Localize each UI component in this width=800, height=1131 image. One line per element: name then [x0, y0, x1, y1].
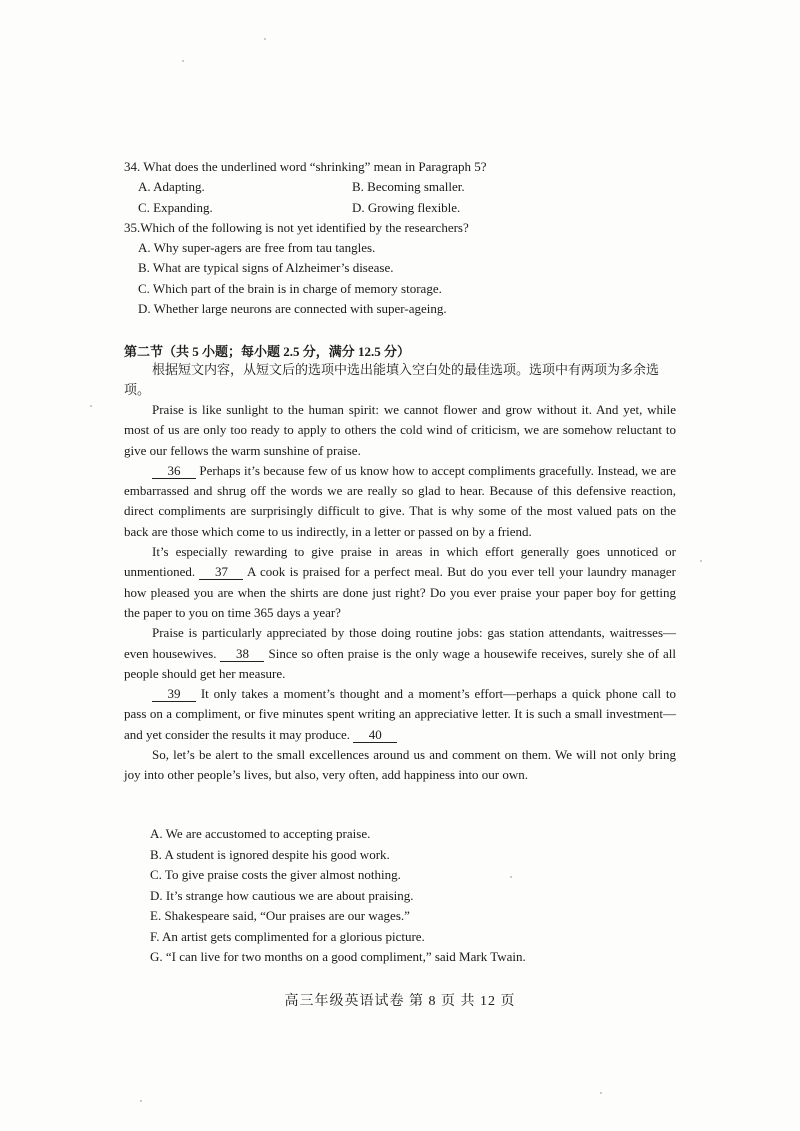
choice-b: B. A student is ignored despite his good work.: [150, 846, 390, 862]
passage-paragraph-5-text: It only takes a moment’s thought and a moment’s effort—perhaps a quick phone call to pass on a compliment, or five minutes spent writing an appreciative letter. It is such a small investment—and yet consider the results it may produce.: [124, 686, 676, 742]
question-35-option-a: A. Why super-agers are free from tau tangles.: [138, 240, 376, 255]
question-35-option-b: B. What are typical signs of Alzheimer’s disease.: [138, 260, 394, 275]
answer-choices: [150, 824, 526, 968]
scan-speck: [264, 38, 266, 40]
scan-speck: [182, 60, 184, 62]
question-34-option-d: D. Growing flexible.: [352, 200, 461, 215]
question-35-option-d: D. Whether large neurons are connected with super-ageing.: [138, 301, 447, 316]
scan-speck: [140, 1100, 142, 1102]
question-35-stem: 35.Which of the following is not yet identified by the researchers?: [124, 220, 469, 235]
blank-40: 40: [353, 728, 397, 743]
question-34-option-c: C. Expanding.: [138, 200, 213, 215]
question-34-option-b: B. Becoming smaller.: [352, 179, 465, 194]
passage-paragraph-2: [124, 461, 676, 542]
choice-d: D. It’s strange how cautious we are about praising.: [150, 887, 414, 903]
choice-c: C. To give praise costs the giver almost nothing.: [150, 867, 401, 882]
scan-speck: [700, 560, 702, 562]
blank-37: 37: [199, 565, 243, 580]
scan-speck: [90, 405, 92, 407]
question-34-option-a: A. Adapting.: [138, 179, 205, 194]
section-2-title: 第二节（共 5 小题；每小题 2.5 分，满分 12.5 分）: [124, 344, 411, 359]
blank-36: 36: [152, 464, 196, 479]
passage-paragraph-3: [124, 542, 676, 623]
question-35-option-c: C. Which part of the brain is in charge of memory storage.: [138, 281, 442, 296]
question-34-stem: 34. What does the underlined word “shrinking” mean in Paragraph 5?: [124, 159, 487, 174]
passage-paragraph-5: [124, 684, 676, 745]
blank-39: 39: [152, 687, 196, 702]
passage-paragraph-1: Praise is like sunlight to the human spirit: we cannot flower and grow without it. And yet, while most of us are only too ready to apply to others the cold wind of criticism, we are somehow reluctant to give our fellows the warm sunshine of praise.: [124, 402, 676, 458]
passage-paragraph-3-text-b: A cook is praised for a perfect meal. But do you ever tell your laundry manager how pleased you are when the shirts are done just right? Do you ever praise your paper boy for getting the paper to you on time 365 days a year?: [124, 564, 676, 620]
passage-paragraph-4: [124, 623, 676, 684]
passage-paragraph-2-text: Perhaps it’s because few of us know how to accept compliments gracefully. Instead, we are embarrassed and shrug off the words we are really so glad to hear. Because of this defensive reaction, direct compliments are surprisingly difficult to give. That is why some of the most valued pats on the back are those which come to us indirectly, in a letter or passed on by a friend.: [124, 462, 676, 539]
passage-paragraph-4-text-b: Since so often praise is the only wage a housewife receives, surely she of all people should get her measure.: [124, 645, 676, 681]
choice-f: F. An artist gets complimented for a glorious picture.: [150, 928, 425, 944]
passage-paragraph-6: So, let’s be alert to the small excellences around us and comment on them. We will not only bring joy into other people’s lives, but also, very often, add happiness into our own.: [124, 747, 676, 783]
choice-a: A. We are accustomed to accepting praise.: [150, 826, 371, 841]
passage-paragraph-3-text-a: It’s especially rewarding to give praise in areas in which effort generally goes unnoticed or unmentioned.: [124, 544, 676, 580]
passage-paragraph-4-text-a: Praise is particularly appreciated by those doing routine jobs: gas station attendants, waitresses—even housewives.: [124, 625, 676, 661]
choice-e: E. Shakespeare said, “Our praises are our wages.”: [150, 908, 410, 923]
blank-38: 38: [220, 647, 264, 662]
scan-speck: [510, 876, 512, 878]
scan-speck: [600, 1092, 602, 1094]
cloze-passage: [124, 400, 676, 786]
page-footer: 高三年级英语试卷 第 8 页 共 12 页: [284, 994, 516, 1009]
section-2-instruction: 根据短文内容，从短文后的选项中选出能填入空白处的最佳选项。选项中有两项为多余选项。: [124, 362, 660, 397]
choice-g: G. “I can live for two months on a good compliment,” said Mark Twain.: [150, 949, 526, 964]
